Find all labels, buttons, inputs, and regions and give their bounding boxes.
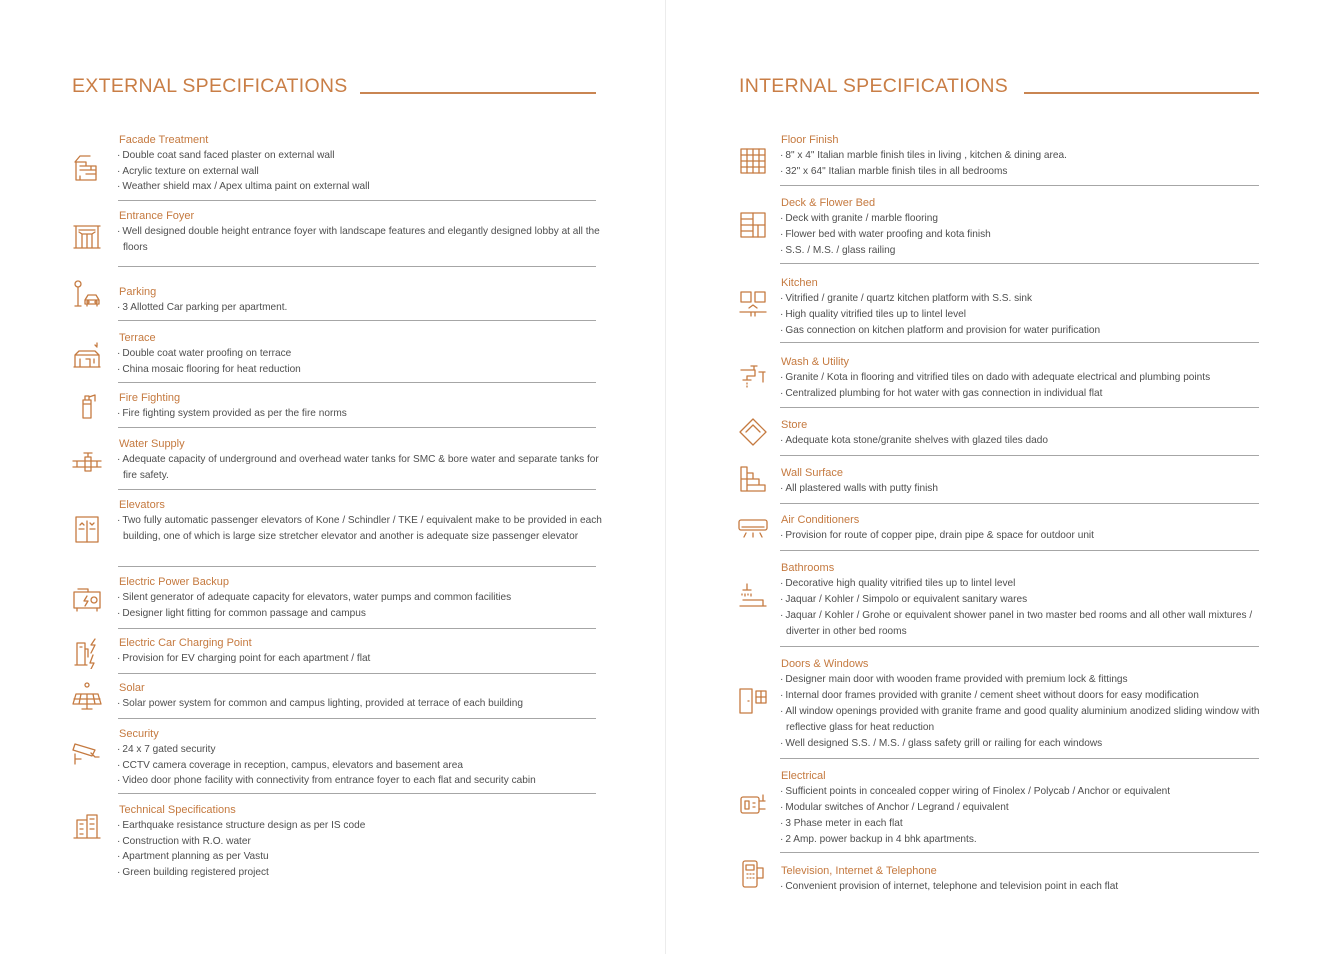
item-title: Bathrooms	[781, 562, 835, 574]
spec-line: · Acrylic texture on external wall	[117, 164, 607, 180]
spec-line: · Deck with granite / marble flooring	[780, 211, 1260, 227]
tap-icon	[737, 360, 769, 392]
wall-icon	[737, 463, 769, 495]
spec-line: · S.S. / M.S. / glass railing	[780, 243, 1260, 259]
item-title: Solar	[119, 682, 145, 694]
spec-line: · Designer light fitting for common passage and campus	[117, 606, 607, 622]
spec-line: · China mosaic flooring for heat reduction	[117, 362, 607, 378]
item-divider	[118, 793, 596, 794]
spec-line: · CCTV camera coverage in reception, campus, elevators and basement area	[117, 758, 607, 774]
item-description	[117, 513, 607, 544]
item-title: Electric Car Charging Point	[119, 637, 252, 649]
spec-line: · Gas connection on kitchen platform and provision for water purification	[780, 323, 1260, 339]
spec-line: · Sufficient points in concealed copper wiring of Finolex / Polycab / Anchor or equivalent	[780, 784, 1260, 800]
item-divider	[780, 550, 1259, 551]
parking-icon	[71, 278, 103, 310]
spec-line: · Well designed S.S. / M.S. / glass safety grill or railing for each windows	[780, 736, 1260, 752]
solar-panel-icon	[71, 680, 103, 712]
item-divider	[118, 382, 596, 383]
item-title: Elevators	[119, 499, 165, 511]
generator-icon	[71, 583, 103, 615]
item-divider	[118, 718, 596, 719]
spec-line: · Provision for route of copper pipe, drain pipe & space for outdoor unit	[780, 528, 1260, 544]
spec-line: · Two fully automatic passenger elevators of Kone / Schindler / TKE / equivalent make to be provided in each building, one of which is large size stretcher elevator and another is adequate size passenger elevator	[117, 513, 607, 544]
item-title: Deck & Flower Bed	[781, 197, 876, 209]
item-description	[117, 696, 607, 712]
ev-charging-icon	[71, 637, 103, 669]
spec-line: · Convenient provision of internet, telephone and television point in each flat	[780, 879, 1260, 895]
item-description	[780, 291, 1260, 339]
building-icon	[71, 810, 103, 842]
item-divider	[780, 852, 1259, 853]
spec-line: · Decorative high quality vitrified tiles up to lintel level	[780, 576, 1260, 592]
spec-line: · 8" x 4" Italian marble finish tiles in living , kitchen & dining area.	[780, 148, 1260, 164]
item-divider	[118, 320, 596, 321]
external-heading-rule	[360, 92, 596, 94]
item-description	[117, 651, 607, 667]
spec-line: · 24 x 7 gated security	[117, 742, 607, 758]
entrance-foyer-icon	[71, 220, 103, 252]
terrace-icon	[71, 339, 103, 371]
spec-line: · High quality vitrified tiles up to lintel level	[780, 307, 1260, 323]
item-description	[780, 576, 1260, 640]
spec-line: · All window openings provided with granite frame and good quality aluminium anodized sliding window with reflective glass for heat reduction	[780, 704, 1260, 736]
item-divider	[780, 455, 1259, 456]
item-title: Fire Fighting	[119, 392, 181, 404]
item-description	[780, 784, 1260, 848]
item-divider	[118, 566, 596, 567]
spec-line: · All plastered walls with putty finish	[780, 481, 1260, 497]
switchboard-icon	[737, 789, 769, 821]
store-icon	[737, 416, 769, 448]
item-description	[117, 300, 607, 316]
door-window-icon	[737, 685, 769, 717]
item-description	[780, 211, 1260, 259]
item-description	[780, 528, 1260, 544]
item-title: Electrical	[781, 770, 826, 782]
internal-heading: INTERNAL SPECIFICATIONS	[739, 75, 1009, 97]
spec-line: · Well designed double height entrance foyer with landscape features and elegantly designed lobby at all the floors	[117, 224, 607, 255]
item-title: Floor Finish	[781, 134, 839, 146]
item-title: Air Conditioners	[781, 514, 860, 526]
item-description	[117, 818, 607, 880]
item-description	[117, 224, 607, 255]
spec-line: · Apartment planning as per Vastu	[117, 849, 607, 865]
spec-line: · Green building registered project	[117, 865, 607, 881]
item-divider	[118, 200, 596, 201]
spec-line: · Silent generator of adequate capacity for elevators, water pumps and common facilities	[117, 590, 607, 606]
internal-specifications-page	[666, 0, 1332, 954]
item-description	[780, 433, 1260, 449]
item-divider	[118, 266, 596, 267]
item-description	[117, 346, 607, 377]
facade-icon	[71, 152, 103, 184]
spec-line: · Granite / Kota in flooring and vitrified tiles on dado with adequate electrical and plumbing points	[780, 370, 1260, 386]
shower-icon	[737, 580, 769, 612]
item-divider	[118, 489, 596, 490]
elevator-icon	[71, 513, 103, 545]
spec-line: · Double coat sand faced plaster on external wall	[117, 148, 607, 164]
item-title: Doors & Windows	[781, 658, 869, 670]
spec-line: · Flower bed with water proofing and kota finish	[780, 227, 1260, 243]
item-description	[780, 481, 1260, 497]
spec-line: · Provision for EV charging point for each apartment / flat	[117, 651, 607, 667]
spec-line: · 3 Allotted Car parking per apartment.	[117, 300, 607, 316]
fire-extinguisher-icon	[71, 390, 103, 422]
item-title: Facade Treatment	[119, 134, 209, 146]
spec-line: · Designer main door with wooden frame provided with premium lock & fittings	[780, 672, 1260, 688]
water-pipe-icon	[71, 447, 103, 479]
spec-line: · Adequate kota stone/granite shelves with glazed tiles dado	[780, 433, 1260, 449]
external-specifications-page	[0, 0, 665, 954]
spec-line: · Modular switches of Anchor / Legrand / equivalent	[780, 800, 1260, 816]
item-description	[117, 148, 607, 195]
item-title: Wash & Utility	[781, 356, 850, 368]
item-divider	[118, 628, 596, 629]
floor-tiles-icon	[737, 145, 769, 177]
item-title: Parking	[119, 286, 157, 298]
item-title: Water Supply	[119, 438, 185, 450]
spec-line: · Jaquar / Kohler / Simpolo or equivalent sanitary wares	[780, 592, 1260, 608]
spec-line: · 2 Amp. power backup in 4 bhk apartments.	[780, 832, 1260, 848]
item-title: Wall Surface	[781, 467, 843, 479]
item-description	[117, 452, 607, 483]
item-title: Security	[119, 728, 159, 740]
cctv-camera-icon	[71, 736, 103, 768]
item-divider	[780, 758, 1259, 759]
external-heading: EXTERNAL SPECIFICATIONS	[72, 75, 348, 97]
spec-line: · Vitrified / granite / quartz kitchen platform with S.S. sink	[780, 291, 1260, 307]
item-description	[117, 590, 607, 621]
kitchen-icon	[737, 288, 769, 320]
spec-line: · Video door phone facility with connectivity from entrance foyer to each flat and security cabin	[117, 773, 607, 789]
spec-line: · Jaquar / Kohler / Grohe or equivalent shower panel in two master bed rooms and all other wall mixtures / diverter in other bed rooms	[780, 608, 1260, 640]
item-divider	[780, 342, 1259, 343]
spec-line: · Double coat water proofing on terrace	[117, 346, 607, 362]
telephone-icon	[737, 858, 769, 890]
item-divider	[118, 673, 596, 674]
air-conditioner-icon	[737, 512, 769, 544]
item-title: Terrace	[119, 332, 156, 344]
spec-line: · Solar power system for common and campus lighting, provided at terrace of each building	[117, 696, 607, 712]
internal-heading-rule	[1024, 92, 1259, 94]
spec-line: · Adequate capacity of underground and overhead water tanks for SMC & bore water and separate tanks for fire safety.	[117, 452, 607, 483]
item-title: Television, Internet & Telephone	[781, 865, 937, 877]
spec-line: · 32" x 64" Italian marble finish tiles in all bedrooms	[780, 164, 1260, 180]
spec-line: · Centralized plumbing for hot water with gas connection in individual flat	[780, 386, 1260, 402]
item-divider	[780, 407, 1259, 408]
item-divider	[780, 263, 1259, 264]
spec-line: · Fire fighting system provided as per the fire norms	[117, 406, 607, 422]
item-description	[780, 672, 1260, 752]
item-description	[780, 148, 1260, 180]
spec-line: · Internal door frames provided with granite / cement sheet without doors for easy modification	[780, 688, 1260, 704]
item-description	[117, 406, 607, 422]
item-divider	[780, 503, 1259, 504]
deck-icon	[737, 209, 769, 241]
item-divider	[118, 427, 596, 428]
item-divider	[780, 646, 1259, 647]
item-description	[780, 879, 1260, 895]
item-title: Electric Power Backup	[119, 576, 230, 588]
spec-line: · Weather shield max / Apex ultima paint on external wall	[117, 179, 607, 195]
item-title: Store	[781, 419, 808, 431]
spec-line: · Earthquake resistance structure design as per IS code	[117, 818, 607, 834]
spec-line: · 3 Phase meter in each flat	[780, 816, 1260, 832]
item-divider	[780, 185, 1259, 186]
item-description	[117, 742, 607, 789]
item-title: Entrance Foyer	[119, 210, 195, 222]
item-title: Technical Specifications	[119, 804, 236, 816]
spec-line: · Construction with R.O. water	[117, 834, 607, 850]
item-description	[780, 370, 1260, 402]
item-title: Kitchen	[781, 277, 818, 289]
